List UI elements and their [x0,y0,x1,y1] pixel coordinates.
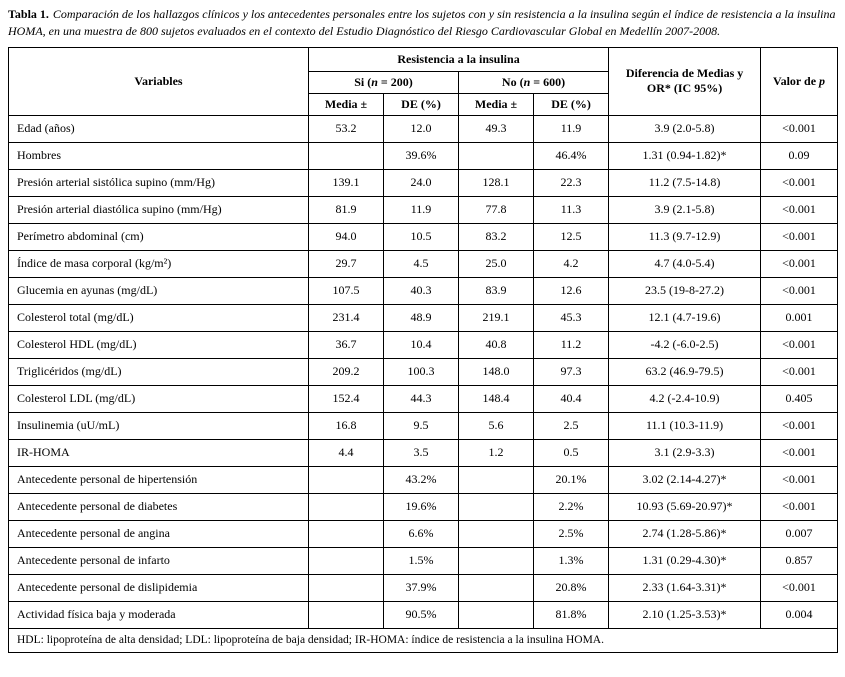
value-cell-p: <0.001 [761,331,838,358]
value-cell-si_de: 43.2% [384,466,459,493]
value-cell-diff: 1.31 (0.29-4.30)* [609,547,761,574]
value-cell-no_media: 83.2 [459,223,534,250]
table-row [9,250,838,277]
value-cell-no_de: 11.9 [534,115,609,142]
value-cell-no_media [459,547,534,574]
header-de-no: DE (%) [534,93,609,115]
value-cell-diff: 11.2 (7.5-14.8) [609,169,761,196]
value-cell-si_media [309,142,384,169]
value-cell-p: <0.001 [761,358,838,385]
value-cell-si_media [309,601,384,628]
value-cell-diff: 12.1 (4.7-19.6) [609,304,761,331]
variable-cell: Antecedente personal de angina [9,520,309,547]
variable-cell: Triglicéridos (mg/dL) [9,358,309,385]
value-cell-no_de: 97.3 [534,358,609,385]
value-cell-no_de: 46.4% [534,142,609,169]
header-de-si: DE (%) [384,93,459,115]
value-cell-no_media [459,574,534,601]
value-cell-p: <0.001 [761,412,838,439]
value-cell-no_de: 81.8% [534,601,609,628]
table-row [9,277,838,304]
variable-cell: Colesterol total (mg/dL) [9,304,309,331]
header-media-no: Media ± [459,93,534,115]
table-row [9,223,838,250]
value-cell-p: <0.001 [761,574,838,601]
value-cell-p: <0.001 [761,115,838,142]
table-row [9,304,838,331]
value-cell-diff: 11.1 (10.3-11.9) [609,412,761,439]
value-cell-no_de: 20.8% [534,574,609,601]
value-cell-no_de: 1.3% [534,547,609,574]
value-cell-diff: 3.9 (2.0-5.8) [609,115,761,142]
value-cell-no_media: 40.8 [459,331,534,358]
header-media-si: Media ± [309,93,384,115]
value-cell-p: <0.001 [761,277,838,304]
value-cell-diff: 2.10 (1.25-3.53)* [609,601,761,628]
value-cell-si_de: 19.6% [384,493,459,520]
value-cell-si_de: 100.3 [384,358,459,385]
value-cell-p: 0.007 [761,520,838,547]
value-cell-si_media [309,493,384,520]
header-no-suffix: = 600) [530,74,566,89]
value-cell-diff: 4.7 (4.0-5.4) [609,250,761,277]
variable-cell: Índice de masa corporal (kg/m²) [9,250,309,277]
header-si-suffix: = 200) [377,74,413,89]
value-cell-p: 0.004 [761,601,838,628]
value-cell-no_media: 49.3 [459,115,534,142]
value-cell-si_de: 12.0 [384,115,459,142]
value-cell-no_media [459,466,534,493]
value-cell-si_de: 39.6% [384,142,459,169]
value-cell-si_de: 4.5 [384,250,459,277]
header-valor-p-prefix: Valor de [773,73,820,88]
value-cell-p: 0.405 [761,385,838,412]
value-cell-si_media: 29.7 [309,250,384,277]
value-cell-diff: 4.2 (-2.4-10.9) [609,385,761,412]
header-si-prefix: Si ( [354,74,372,89]
value-cell-si_media: 152.4 [309,385,384,412]
table-row [9,412,838,439]
value-cell-no_de: 12.6 [534,277,609,304]
value-cell-diff: 11.3 (9.7-12.9) [609,223,761,250]
table-caption-label: Tabla 1. [8,7,49,21]
header-no-n: n [523,74,531,89]
table-footer [9,628,838,652]
table-row [9,547,838,574]
variable-cell: Colesterol HDL (mg/dL) [9,331,309,358]
data-table [8,47,838,653]
value-cell-si_de: 90.5% [384,601,459,628]
value-cell-p: <0.001 [761,169,838,196]
variable-cell: Antecedente personal de dislipidemia [9,574,309,601]
value-cell-si_media: 4.4 [309,439,384,466]
value-cell-no_de: 4.2 [534,250,609,277]
table-row [9,115,838,142]
value-cell-si_de: 24.0 [384,169,459,196]
header-no-prefix: No ( [501,74,524,89]
header-valor-p [761,47,838,115]
value-cell-no_de: 2.2% [534,493,609,520]
value-cell-si_media: 36.7 [309,331,384,358]
value-cell-si_media [309,520,384,547]
header-si-n: n [371,74,378,89]
value-cell-p: 0.001 [761,304,838,331]
table-row [9,331,838,358]
value-cell-no_de: 11.2 [534,331,609,358]
value-cell-si_media: 16.8 [309,412,384,439]
variable-cell: Edad (años) [9,115,309,142]
table-row [9,493,838,520]
table-header [9,47,838,115]
header-group-resistencia: Resistencia a la insulina [309,47,609,71]
value-cell-diff: 10.93 (5.69-20.97)* [609,493,761,520]
value-cell-no_media: 219.1 [459,304,534,331]
value-cell-diff: -4.2 (-6.0-2.5) [609,331,761,358]
value-cell-si_media [309,574,384,601]
value-cell-no_media [459,601,534,628]
value-cell-diff: 3.9 (2.1-5.8) [609,196,761,223]
value-cell-no_de: 20.1% [534,466,609,493]
table-row [9,439,838,466]
table-row [9,196,838,223]
variable-cell: Presión arterial sistólica supino (mm/Hg) [9,169,309,196]
table-row [9,142,838,169]
value-cell-p: <0.001 [761,223,838,250]
header-si-group [309,71,459,93]
value-cell-no_media: 148.4 [459,385,534,412]
variable-cell: Colesterol LDL (mg/dL) [9,385,309,412]
variable-cell: Hombres [9,142,309,169]
table-row [9,520,838,547]
value-cell-diff: 3.1 (2.9-3.3) [609,439,761,466]
value-cell-no_media: 83.9 [459,277,534,304]
value-cell-si_de: 37.9% [384,574,459,601]
value-cell-si_de: 10.4 [384,331,459,358]
value-cell-diff: 2.33 (1.64-3.31)* [609,574,761,601]
value-cell-no_de: 40.4 [534,385,609,412]
variable-cell: Antecedente personal de diabetes [9,493,309,520]
value-cell-no_media [459,520,534,547]
value-cell-si_de: 1.5% [384,547,459,574]
value-cell-p: <0.001 [761,466,838,493]
value-cell-no_de: 45.3 [534,304,609,331]
value-cell-si_media: 81.9 [309,196,384,223]
footnote-row [9,628,838,652]
variable-cell: Glucemia en ayunas (mg/dL) [9,277,309,304]
value-cell-no_media [459,493,534,520]
value-cell-si_de: 3.5 [384,439,459,466]
value-cell-si_de: 48.9 [384,304,459,331]
value-cell-no_de: 0.5 [534,439,609,466]
table-row [9,601,838,628]
variable-cell: Antecedente personal de hipertensión [9,466,309,493]
value-cell-diff: 63.2 (46.9-79.5) [609,358,761,385]
value-cell-diff: 23.5 (19-8-27.2) [609,277,761,304]
value-cell-no_de: 22.3 [534,169,609,196]
value-cell-p: 0.09 [761,142,838,169]
value-cell-si_media: 231.4 [309,304,384,331]
table-row [9,385,838,412]
value-cell-si_media [309,466,384,493]
value-cell-si_media: 94.0 [309,223,384,250]
value-cell-p: <0.001 [761,250,838,277]
value-cell-si_de: 6.6% [384,520,459,547]
variable-cell: Perímetro abdominal (cm) [9,223,309,250]
value-cell-p: <0.001 [761,439,838,466]
value-cell-no_media [459,142,534,169]
value-cell-no_media: 25.0 [459,250,534,277]
value-cell-diff: 1.31 (0.94-1.82)* [609,142,761,169]
variable-cell: Antecedente personal de infarto [9,547,309,574]
value-cell-si_media [309,547,384,574]
table-caption-text: Comparación de los hallazgos clínicos y los antecedentes personales entre los sujetos con y sin resistencia a la insulina según el índice de resistencia a la insulina HOMA, en una muestra de 800 sujetos evaluados en el contexto del Estudio Diagnóstico del Riesgo Cardiovascular Global en Medellín 2007-2008. [8,7,836,38]
header-valor-p-italic: p [819,73,826,88]
value-cell-si_de: 44.3 [384,385,459,412]
value-cell-no_media: 1.2 [459,439,534,466]
value-cell-p: <0.001 [761,493,838,520]
value-cell-no_de: 12.5 [534,223,609,250]
value-cell-si_media: 107.5 [309,277,384,304]
value-cell-p: 0.857 [761,547,838,574]
variable-cell: Actividad física baja y moderada [9,601,309,628]
value-cell-si_media: 139.1 [309,169,384,196]
table-row [9,358,838,385]
value-cell-no_de: 2.5 [534,412,609,439]
table-row [9,466,838,493]
variable-cell: Presión arterial diastólica supino (mm/Hg) [9,196,309,223]
table-body [9,115,838,628]
value-cell-si_de: 10.5 [384,223,459,250]
value-cell-si_de: 11.9 [384,196,459,223]
value-cell-no_media: 128.1 [459,169,534,196]
variable-cell: IR-HOMA [9,439,309,466]
header-no-group [459,71,609,93]
table-row [9,574,838,601]
value-cell-no_media: 77.8 [459,196,534,223]
table-caption [8,6,837,40]
value-cell-p: <0.001 [761,196,838,223]
value-cell-diff: 2.74 (1.28-5.86)* [609,520,761,547]
value-cell-si_de: 40.3 [384,277,459,304]
value-cell-si_de: 9.5 [384,412,459,439]
value-cell-no_de: 11.3 [534,196,609,223]
header-variables: Variables [9,47,309,115]
table-row [9,169,838,196]
variable-cell: Insulinemia (uU/mL) [9,412,309,439]
table-footnote: HDL: lipoproteína de alta densidad; LDL: lipoproteína de baja densidad; IR-HOMA: índice de resistencia a la insulina HOMA. [9,628,838,652]
value-cell-no_media: 5.6 [459,412,534,439]
value-cell-diff: 3.02 (2.14-4.27)* [609,466,761,493]
header-row-1 [9,47,838,71]
value-cell-si_media: 209.2 [309,358,384,385]
header-diferencia: Diferencia de Medias y OR* (IC 95%) [609,47,761,115]
value-cell-no_media: 148.0 [459,358,534,385]
value-cell-no_de: 2.5% [534,520,609,547]
value-cell-si_media: 53.2 [309,115,384,142]
